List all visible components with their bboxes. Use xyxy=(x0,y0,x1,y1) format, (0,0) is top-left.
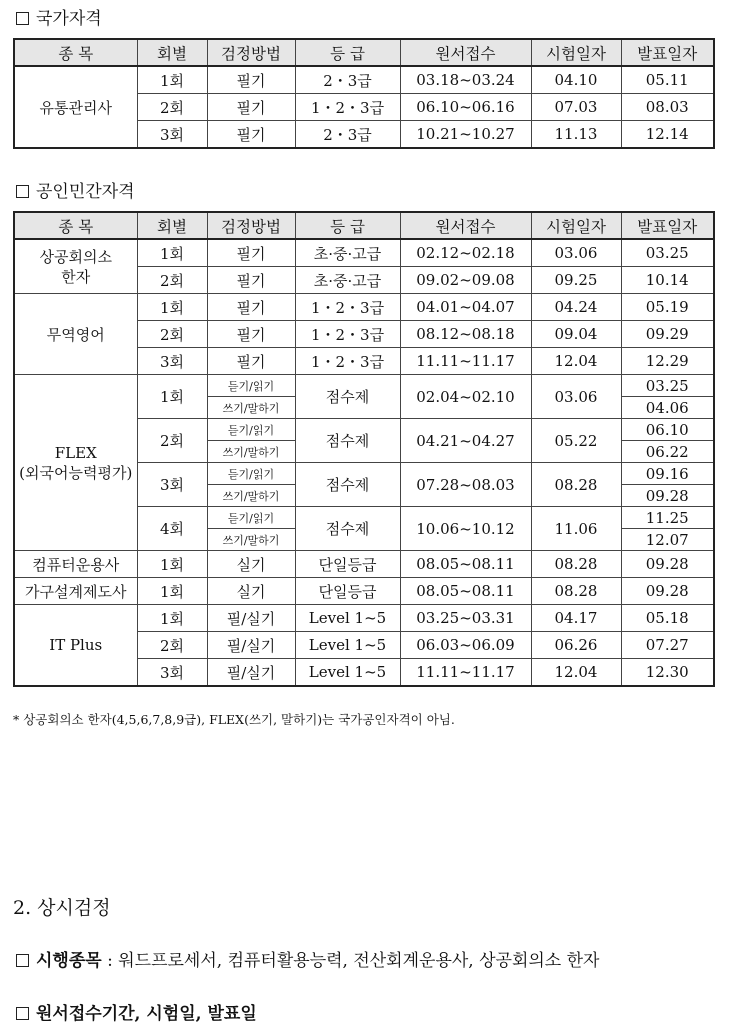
col-header: 원서접수 xyxy=(400,212,531,239)
table-row: 2회 듣기/읽기 점수제 04.21~04.27 05.22 06.10 xyxy=(14,419,714,441)
table-row: 가구설계제도사 1회 실기 단일등급 08.05~08.11 08.28 09.28 xyxy=(14,578,714,605)
table-row: 3회 필/실기 Level 1~5 11.11~11.17 12.04 12.30 xyxy=(14,659,714,687)
private-qualification-table xyxy=(13,211,715,687)
item-name: FLEX (외국어능력평가) xyxy=(14,375,137,551)
table-row: 쓰기/말하기 12.07 xyxy=(14,529,714,551)
section-regular-exam-heading: 2. 상시검정 xyxy=(13,897,111,919)
table-row: 상공회의소 한자 1회 필기 초·중·고급 02.12~02.18 03.06 03.25 xyxy=(14,239,714,267)
col-header: 종 목 xyxy=(14,212,137,239)
table-header-row xyxy=(14,212,714,239)
table-row: 쓰기/말하기 04.06 xyxy=(14,397,714,419)
table-header-row xyxy=(14,39,714,66)
table-row: 쓰기/말하기 06.22 xyxy=(14,441,714,463)
col-header: 시험일자 xyxy=(531,212,621,239)
item-name: 무역영어 xyxy=(14,294,137,375)
col-header: 등 급 xyxy=(295,212,400,239)
checkbox-square-icon xyxy=(16,12,29,25)
national-qualification-table xyxy=(13,38,715,149)
col-header: 발표일자 xyxy=(621,212,714,239)
table-row: 무역영어 1회 필기 1・2・3급 04.01~04.07 04.24 05.19 xyxy=(14,294,714,321)
col-header: 회별 xyxy=(137,39,207,66)
table-row: FLEX (외국어능력평가) 1회 듣기/읽기 점수제 02.04~02.10 03.06 03.25 xyxy=(14,375,714,397)
table-row: 4회 듣기/읽기 점수제 10.06~10.12 11.06 11.25 xyxy=(14,507,714,529)
footnote: * 상공회의소 한자(4,5,6,7,8,9급), FLEX(쓰기, 말하기)는 국가공인자격이 아님. xyxy=(13,712,455,727)
table-row: 컴퓨터운용사 1회 실기 단일등급 08.05~08.11 08.28 09.28 xyxy=(14,551,714,578)
col-header: 검정방법 xyxy=(207,39,295,66)
table-row: 3회 필기 1・2・3급 11.11~11.17 12.04 12.29 xyxy=(14,348,714,375)
table-row: 2회 필/실기 Level 1~5 06.03~06.09 06.26 07.27 xyxy=(14,632,714,659)
regular-exam-items: 시행종목 : 워드프로세서, 컴퓨터활용능력, 전산회계운용사, 상공회의소 한자 xyxy=(16,950,599,972)
checkbox-square-icon xyxy=(16,1007,29,1020)
col-header: 원서접수 xyxy=(400,39,531,66)
section-private-heading: 공인민간자격 xyxy=(16,181,135,203)
item-name: 가구설계제도사 xyxy=(14,578,137,605)
col-header: 회별 xyxy=(137,212,207,239)
item-name: IT Plus xyxy=(14,605,137,687)
table-row: 유통관리사 1회 필기 2・3급 03.18~03.24 04.10 05.11 xyxy=(14,66,714,94)
col-header: 검정방법 xyxy=(207,212,295,239)
table-row: 2회 필기 1・2・3급 06.10~06.16 07.03 08.03 xyxy=(14,94,714,121)
table-row: 3회 듣기/읽기 점수제 07.28~08.03 08.28 09.16 xyxy=(14,463,714,485)
table-row: 2회 필기 1・2・3급 08.12~08.18 09.04 09.29 xyxy=(14,321,714,348)
table-row: 3회 필기 2・3급 10.21~10.27 11.13 12.14 xyxy=(14,121,714,149)
table-row: IT Plus 1회 필/실기 Level 1~5 03.25~03.31 04.17 05.18 xyxy=(14,605,714,632)
col-header: 시험일자 xyxy=(531,39,621,66)
table-row: 쓰기/말하기 09.28 xyxy=(14,485,714,507)
col-header: 종 목 xyxy=(14,39,137,66)
table-row: 2회 필기 초·중·고급 09.02~09.08 09.25 10.14 xyxy=(14,267,714,294)
checkbox-square-icon xyxy=(16,185,29,198)
regular-exam-schedule-heading: 원서접수기간, 시험일, 발표일 xyxy=(16,1003,257,1025)
item-name: 컴퓨터운용사 xyxy=(14,551,137,578)
checkbox-square-icon xyxy=(16,954,29,967)
item-name: 상공회의소 한자 xyxy=(14,239,137,294)
section-national-heading: 국가자격 xyxy=(16,8,102,30)
item-name: 유통관리사 xyxy=(14,66,137,148)
col-header: 발표일자 xyxy=(621,39,714,66)
col-header: 등 급 xyxy=(295,39,400,66)
